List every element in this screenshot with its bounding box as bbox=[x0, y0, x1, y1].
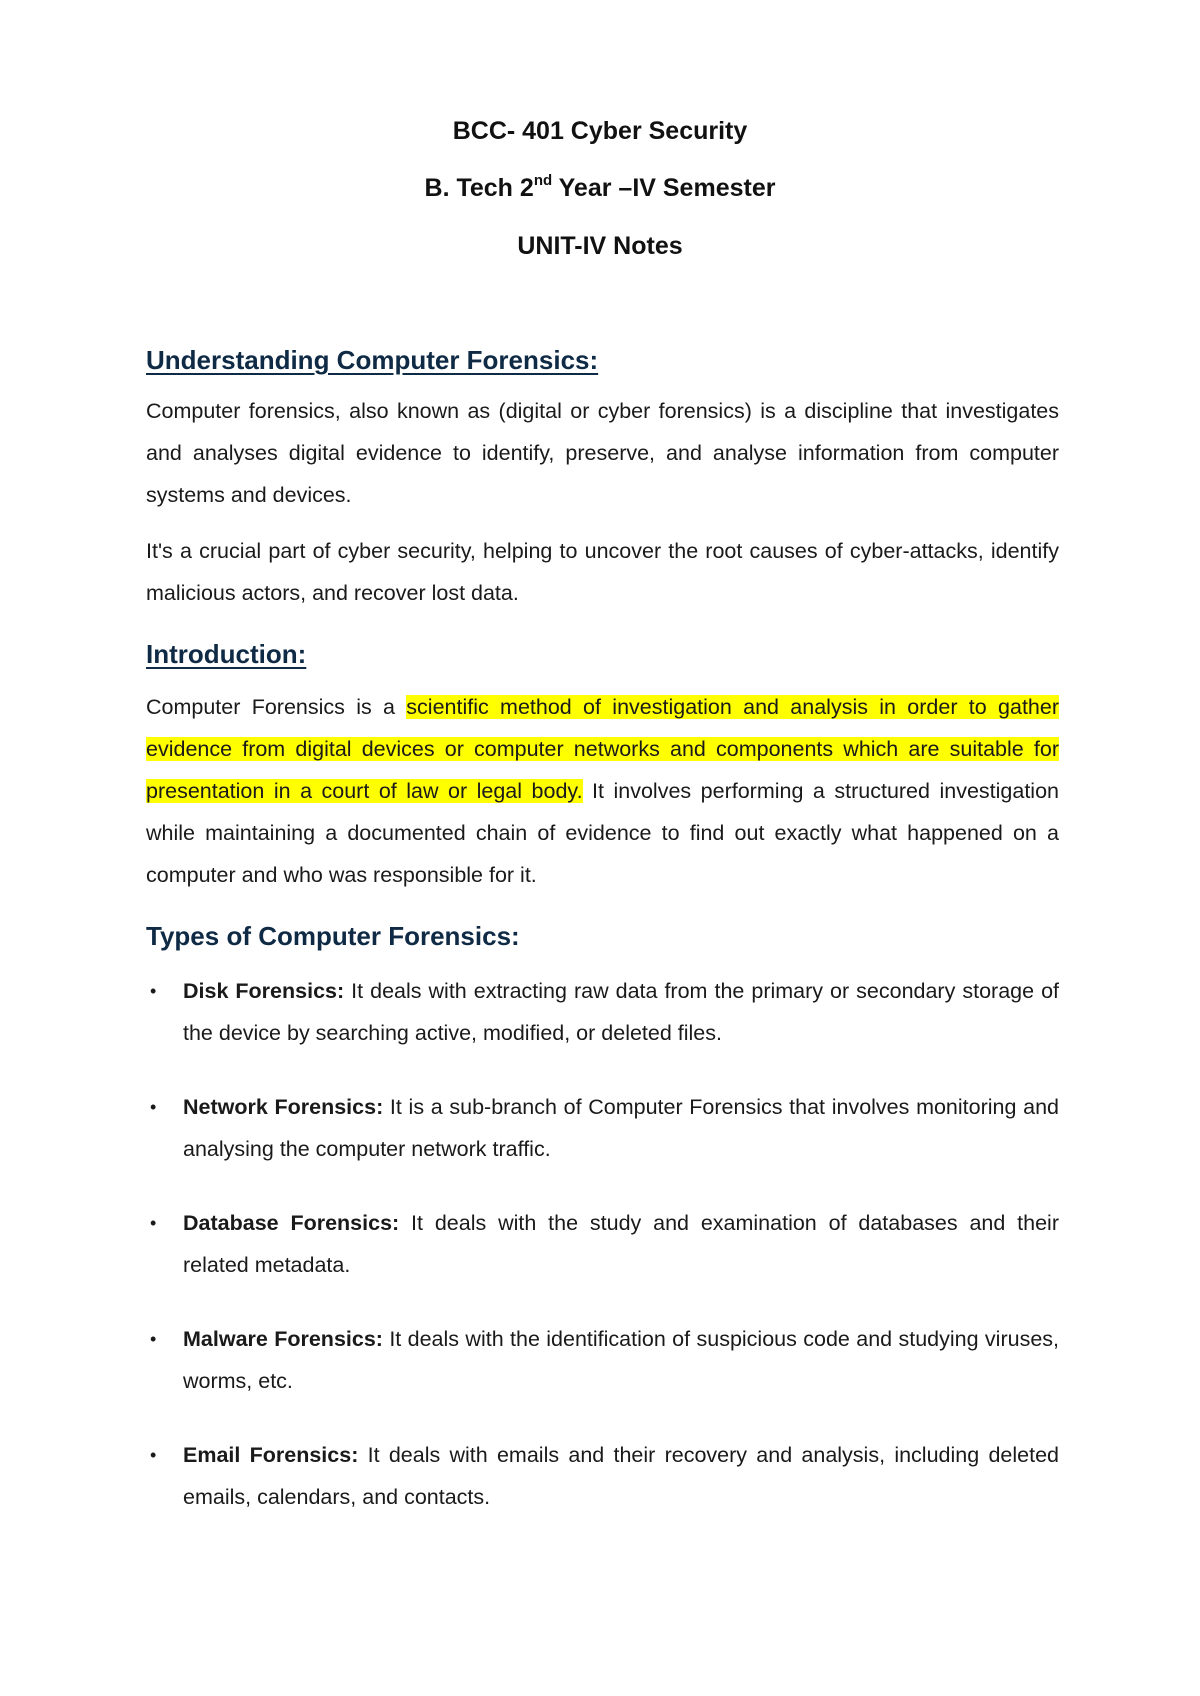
bullet-icon: • bbox=[150, 981, 157, 1001]
list-item-term: Database Forensics: bbox=[183, 1211, 400, 1235]
year-semester bbox=[0, 173, 1200, 203]
bullet-icon: • bbox=[150, 1097, 157, 1117]
bullet-icon: • bbox=[150, 1445, 157, 1465]
intro-text-after: It involves performing a structured investigation while maintaining a documented chain of evidence to find out exactly what happened on a computer and who was responsible for it. bbox=[146, 779, 1059, 887]
list-item-term: Malware Forensics: bbox=[183, 1327, 383, 1351]
list-item-disk-forensics bbox=[146, 970, 1059, 1054]
section-title-understanding: Understanding Computer Forensics: bbox=[146, 345, 599, 375]
bullet-icon: • bbox=[150, 1213, 157, 1233]
section-title-introduction: Introduction: bbox=[146, 639, 307, 669]
list-item-desc: It is a sub-branch of Computer Forensics that involves monitoring and analysing the computer network traffic. bbox=[183, 1095, 1059, 1161]
course-title: BCC- 401 Cyber Security bbox=[452, 117, 748, 145]
bullet-icon: • bbox=[150, 1329, 157, 1349]
year-superscript: nd bbox=[533, 171, 553, 189]
section-title-types: Types of Computer Forensics: bbox=[146, 921, 520, 951]
list-item-desc: It deals with the identification of suspicious code and studying viruses, worms, etc. bbox=[183, 1327, 1060, 1393]
unit-title: UNIT-IV Notes bbox=[517, 232, 683, 260]
intro-highlighted-text: scientific method of investigation and analysis in order to gather evidence from digital devices or computer networks and components which are suitable for presentation in a court of law or legal body. bbox=[146, 695, 1060, 803]
list-item-network-forensics bbox=[146, 1086, 1059, 1170]
understanding-paragraph-2: It's a crucial part of cyber security, helping to uncover the root causes of cyber-attacks, identify malicious actors, and recover lost data. bbox=[146, 539, 1059, 605]
list-item-email-forensics bbox=[146, 1434, 1059, 1518]
section-understanding bbox=[146, 344, 1059, 614]
list-item-term: Disk Forensics: bbox=[183, 979, 345, 1003]
list-item-desc: It deals with the study and examination of databases and their related metadata. bbox=[183, 1211, 1059, 1277]
list-item-desc: It deals with emails and their recovery and analysis, including deleted emails, calendars, and contacts. bbox=[183, 1443, 1059, 1509]
year-prefix: B. Tech 2 bbox=[424, 174, 534, 202]
list-item-desc: It deals with extracting raw data from the primary or secondary storage of the device by searching active, modified, or deleted files. bbox=[183, 979, 1059, 1045]
section-types bbox=[146, 920, 1059, 1518]
list-item-database-forensics bbox=[146, 1202, 1059, 1286]
understanding-paragraph-1: Computer forensics, also known as (digital or cyber forensics) is a discipline that investigates and analyses digital evidence to identify, preserve, and analyse information from computer systems and devices. bbox=[146, 399, 1059, 507]
list-item-term: Email Forensics: bbox=[183, 1443, 359, 1467]
list-item-term: Network Forensics: bbox=[183, 1095, 384, 1119]
intro-text-before: Computer Forensics is a bbox=[146, 695, 407, 719]
list-item-malware-forensics bbox=[146, 1318, 1059, 1402]
introduction-paragraph bbox=[146, 686, 1059, 896]
year-suffix: Year –IV Semester bbox=[552, 174, 776, 202]
types-list bbox=[146, 970, 1059, 1518]
document-body bbox=[146, 344, 1059, 1518]
section-introduction bbox=[146, 638, 1059, 896]
